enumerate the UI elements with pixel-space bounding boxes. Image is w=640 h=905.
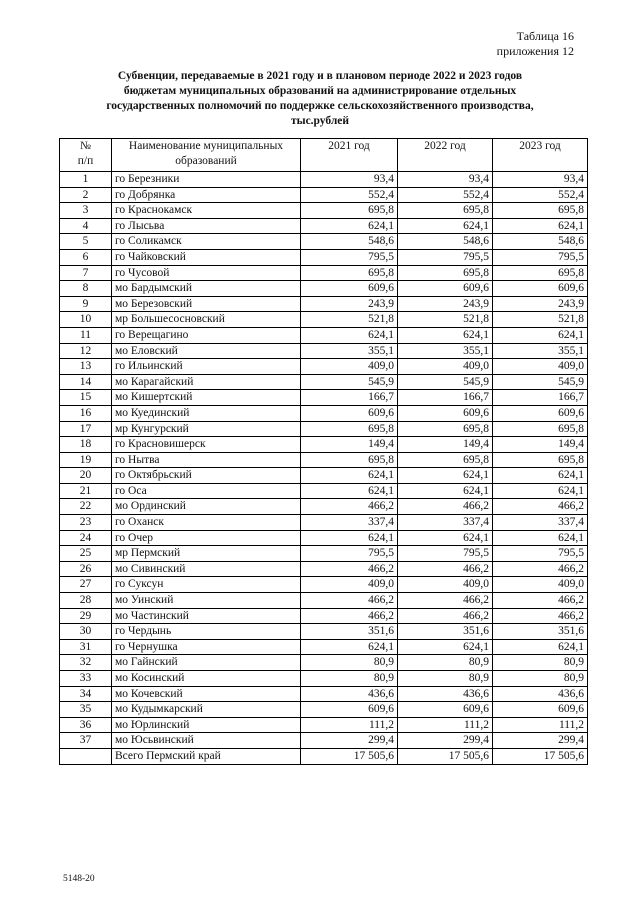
value-2021: 466,2	[301, 608, 398, 624]
row-number: 17	[60, 421, 112, 437]
value-2023: 695,8	[493, 203, 588, 219]
value-2021: 695,8	[301, 265, 398, 281]
value-2021: 337,4	[301, 515, 398, 531]
header-name: Наименование муниципальных образований	[112, 139, 301, 172]
value-2022: 299,4	[398, 733, 493, 749]
municipality-name: мо Бардымский	[112, 281, 301, 297]
appendix-reference: приложения 12	[496, 44, 574, 58]
total-2023: 17 505,6	[493, 748, 588, 764]
value-2021: 80,9	[301, 671, 398, 687]
municipality-name: мр Кунгурский	[112, 421, 301, 437]
table-row	[60, 187, 588, 203]
table-row	[60, 515, 588, 531]
value-2021: 695,8	[301, 452, 398, 468]
municipality-name: мр Пермский	[112, 546, 301, 562]
table-row	[60, 608, 588, 624]
table-row	[60, 390, 588, 406]
table-row	[60, 577, 588, 593]
value-2023: 521,8	[493, 312, 588, 328]
total-2022: 17 505,6	[398, 748, 493, 764]
table-header	[60, 139, 588, 172]
table-row	[60, 374, 588, 390]
value-2022: 80,9	[398, 671, 493, 687]
header-row	[60, 139, 588, 172]
value-2022: 466,2	[398, 499, 493, 515]
value-2021: 166,7	[301, 390, 398, 406]
value-2023: 624,1	[493, 483, 588, 499]
title-line-1: Субвенции, передаваемые в 2021 году и в плановом периоде 2022 и 2023 годов	[117, 70, 523, 82]
municipality-name: го Суксун	[112, 577, 301, 593]
value-2023: 609,6	[493, 702, 588, 718]
title-line-3: государственных полномочий по поддержке сельскохозяйственного производства,	[106, 100, 534, 112]
row-number: 28	[60, 593, 112, 609]
value-2021: 466,2	[301, 561, 398, 577]
value-2022: 149,4	[398, 437, 493, 453]
value-2022: 695,8	[398, 421, 493, 437]
value-2022: 795,5	[398, 249, 493, 265]
value-2023: 166,7	[493, 390, 588, 406]
value-2023: 624,1	[493, 530, 588, 546]
municipality-name: мо Уинский	[112, 593, 301, 609]
value-2023: 795,5	[493, 249, 588, 265]
value-2021: 624,1	[301, 483, 398, 499]
value-2022: 624,1	[398, 530, 493, 546]
row-number: 9	[60, 296, 112, 312]
value-2022: 337,4	[398, 515, 493, 531]
value-2021: 436,6	[301, 686, 398, 702]
municipality-name: го Оханск	[112, 515, 301, 531]
table-row	[60, 421, 588, 437]
value-2022: 624,1	[398, 483, 493, 499]
value-2023: 695,8	[493, 421, 588, 437]
table-row	[60, 702, 588, 718]
municipality-name: го Ильинский	[112, 359, 301, 375]
row-number: 1	[60, 172, 112, 188]
value-2021: 548,6	[301, 234, 398, 250]
value-2023: 93,4	[493, 172, 588, 188]
value-2022: 545,9	[398, 374, 493, 390]
value-2022: 695,8	[398, 452, 493, 468]
municipality-name: мо Кочевский	[112, 686, 301, 702]
municipality-name: мо Косинский	[112, 671, 301, 687]
row-number: 27	[60, 577, 112, 593]
value-2022: 93,4	[398, 172, 493, 188]
value-2021: 695,8	[301, 203, 398, 219]
title-line-4: тыс.рублей	[290, 115, 350, 127]
row-number: 20	[60, 468, 112, 484]
value-2022: 80,9	[398, 655, 493, 671]
value-2023: 552,4	[493, 187, 588, 203]
value-2021: 624,1	[301, 468, 398, 484]
table-row	[60, 468, 588, 484]
row-number: 8	[60, 281, 112, 297]
table-row	[60, 296, 588, 312]
value-2022: 409,0	[398, 577, 493, 593]
row-number: 32	[60, 655, 112, 671]
municipality-name: го Лысьва	[112, 218, 301, 234]
value-2023: 609,6	[493, 405, 588, 421]
total-2021: 17 505,6	[301, 748, 398, 764]
value-2021: 409,0	[301, 577, 398, 593]
table-row	[60, 546, 588, 562]
value-2021: 545,9	[301, 374, 398, 390]
municipality-name: мо Еловский	[112, 343, 301, 359]
value-2022: 695,8	[398, 265, 493, 281]
value-2021: 111,2	[301, 717, 398, 733]
table-row	[60, 327, 588, 343]
row-number: 23	[60, 515, 112, 531]
total-number-cell	[60, 748, 112, 764]
document-title	[75, 69, 565, 129]
row-number: 10	[60, 312, 112, 328]
municipality-name: мр Большесосновский	[112, 312, 301, 328]
row-number: 2	[60, 187, 112, 203]
total-label: Всего Пермский край	[112, 748, 301, 764]
value-2022: 624,1	[398, 327, 493, 343]
table-row	[60, 437, 588, 453]
row-number: 5	[60, 234, 112, 250]
table-row	[60, 686, 588, 702]
row-number: 3	[60, 203, 112, 219]
table-row	[60, 265, 588, 281]
value-2021: 624,1	[301, 639, 398, 655]
value-2021: 624,1	[301, 218, 398, 234]
municipality-name: го Оса	[112, 483, 301, 499]
value-2021: 355,1	[301, 343, 398, 359]
value-2023: 409,0	[493, 359, 588, 375]
table-row	[60, 733, 588, 749]
table-row	[60, 655, 588, 671]
value-2023: 795,5	[493, 546, 588, 562]
municipality-name: мо Куединский	[112, 405, 301, 421]
municipality-name: мо Кудымкарский	[112, 702, 301, 718]
value-2023: 695,8	[493, 452, 588, 468]
value-2022: 695,8	[398, 203, 493, 219]
value-2021: 299,4	[301, 733, 398, 749]
value-2022: 243,9	[398, 296, 493, 312]
value-2023: 111,2	[493, 717, 588, 733]
row-number: 24	[60, 530, 112, 546]
municipality-name: мо Юрлинский	[112, 717, 301, 733]
row-number: 22	[60, 499, 112, 515]
municipality-name: мо Ординский	[112, 499, 301, 515]
header-2022: 2022 год	[398, 139, 493, 172]
value-2023: 243,9	[493, 296, 588, 312]
total-row	[60, 748, 588, 764]
row-number: 36	[60, 717, 112, 733]
value-2022: 624,1	[398, 218, 493, 234]
header-number-label: № п/п	[77, 140, 94, 167]
table-row	[60, 483, 588, 499]
municipality-name: го Чусовой	[112, 265, 301, 281]
municipality-name: мо Сивинский	[112, 561, 301, 577]
value-2021: 624,1	[301, 327, 398, 343]
table-body	[60, 172, 588, 765]
value-2021: 93,4	[301, 172, 398, 188]
table-row	[60, 234, 588, 250]
table-row	[60, 281, 588, 297]
row-number: 19	[60, 452, 112, 468]
row-number: 12	[60, 343, 112, 359]
row-number: 29	[60, 608, 112, 624]
row-number: 16	[60, 405, 112, 421]
table-row	[60, 593, 588, 609]
table-row	[60, 312, 588, 328]
municipality-name: го Верещагино	[112, 327, 301, 343]
value-2023: 624,1	[493, 218, 588, 234]
value-2022: 409,0	[398, 359, 493, 375]
municipality-name: мо Березовский	[112, 296, 301, 312]
value-2022: 466,2	[398, 593, 493, 609]
table-row	[60, 218, 588, 234]
value-2021: 609,6	[301, 405, 398, 421]
value-2023: 299,4	[493, 733, 588, 749]
table-row	[60, 249, 588, 265]
value-2023: 409,0	[493, 577, 588, 593]
value-2022: 609,6	[398, 702, 493, 718]
value-2021: 80,9	[301, 655, 398, 671]
value-2022: 351,6	[398, 624, 493, 640]
value-2021: 243,9	[301, 296, 398, 312]
municipality-name: го Чайковский	[112, 249, 301, 265]
row-number: 18	[60, 437, 112, 453]
municipality-name: го Березники	[112, 172, 301, 188]
municipality-name: го Октябрьский	[112, 468, 301, 484]
value-2023: 624,1	[493, 639, 588, 655]
table-caption	[497, 29, 574, 59]
value-2022: 111,2	[398, 717, 493, 733]
value-2022: 436,6	[398, 686, 493, 702]
value-2021: 466,2	[301, 499, 398, 515]
row-number: 13	[60, 359, 112, 375]
value-2022: 466,2	[398, 561, 493, 577]
value-2021: 695,8	[301, 421, 398, 437]
value-2022: 521,8	[398, 312, 493, 328]
row-number: 21	[60, 483, 112, 499]
municipality-name: го Добрянка	[112, 187, 301, 203]
table-row	[60, 499, 588, 515]
table-row	[60, 561, 588, 577]
value-2023: 466,2	[493, 499, 588, 515]
value-2023: 695,8	[493, 265, 588, 281]
value-2023: 337,4	[493, 515, 588, 531]
value-2021: 521,8	[301, 312, 398, 328]
table-row	[60, 717, 588, 733]
municipality-name: го Очер	[112, 530, 301, 546]
value-2022: 552,4	[398, 187, 493, 203]
subsidies-table	[59, 138, 588, 765]
value-2022: 355,1	[398, 343, 493, 359]
municipality-name: мо Частинский	[112, 608, 301, 624]
value-2022: 166,7	[398, 390, 493, 406]
header-number	[60, 139, 112, 172]
value-2021: 795,5	[301, 546, 398, 562]
value-2023: 466,2	[493, 593, 588, 609]
row-number: 25	[60, 546, 112, 562]
title-line-2: бюджетам муниципальных образований на администрирование отдельных	[123, 85, 517, 97]
table-row	[60, 452, 588, 468]
table-row	[60, 172, 588, 188]
row-number: 6	[60, 249, 112, 265]
value-2023: 548,6	[493, 234, 588, 250]
value-2023: 80,9	[493, 655, 588, 671]
value-2021: 795,5	[301, 249, 398, 265]
value-2022: 609,6	[398, 405, 493, 421]
header-2023: 2023 год	[493, 139, 588, 172]
value-2021: 609,6	[301, 281, 398, 297]
value-2021: 149,4	[301, 437, 398, 453]
value-2022: 548,6	[398, 234, 493, 250]
value-2023: 545,9	[493, 374, 588, 390]
table-row	[60, 203, 588, 219]
municipality-name: мо Гайнский	[112, 655, 301, 671]
table-row	[60, 624, 588, 640]
row-number: 7	[60, 265, 112, 281]
row-number: 26	[60, 561, 112, 577]
municipality-name: го Соликамск	[112, 234, 301, 250]
value-2022: 466,2	[398, 608, 493, 624]
table-row	[60, 343, 588, 359]
value-2021: 552,4	[301, 187, 398, 203]
value-2023: 149,4	[493, 437, 588, 453]
municipality-name: го Нытва	[112, 452, 301, 468]
value-2021: 624,1	[301, 530, 398, 546]
table-row	[60, 530, 588, 546]
value-2023: 80,9	[493, 671, 588, 687]
value-2021: 409,0	[301, 359, 398, 375]
value-2021: 466,2	[301, 593, 398, 609]
value-2022: 624,1	[398, 639, 493, 655]
municipality-name: го Красновишерск	[112, 437, 301, 453]
value-2021: 351,6	[301, 624, 398, 640]
value-2022: 624,1	[398, 468, 493, 484]
value-2022: 609,6	[398, 281, 493, 297]
row-number: 34	[60, 686, 112, 702]
table-row	[60, 639, 588, 655]
municipality-name: мо Юсьвинский	[112, 733, 301, 749]
row-number: 31	[60, 639, 112, 655]
header-2021: 2021 год	[301, 139, 398, 172]
table-number: Таблица 16	[516, 29, 574, 43]
municipality-name: го Чернушка	[112, 639, 301, 655]
value-2023: 355,1	[493, 343, 588, 359]
value-2023: 624,1	[493, 468, 588, 484]
row-number: 14	[60, 374, 112, 390]
value-2023: 351,6	[493, 624, 588, 640]
municipality-name: го Чердынь	[112, 624, 301, 640]
value-2021: 609,6	[301, 702, 398, 718]
value-2022: 795,5	[398, 546, 493, 562]
value-2023: 466,2	[493, 608, 588, 624]
row-number: 11	[60, 327, 112, 343]
row-number: 4	[60, 218, 112, 234]
row-number: 37	[60, 733, 112, 749]
row-number: 35	[60, 702, 112, 718]
municipality-name: мо Карагайский	[112, 374, 301, 390]
row-number: 33	[60, 671, 112, 687]
row-number: 15	[60, 390, 112, 406]
document-code: 5148-20	[63, 874, 95, 884]
table-row	[60, 405, 588, 421]
value-2023: 466,2	[493, 561, 588, 577]
value-2023: 436,6	[493, 686, 588, 702]
value-2023: 609,6	[493, 281, 588, 297]
row-number: 30	[60, 624, 112, 640]
value-2023: 624,1	[493, 327, 588, 343]
municipality-name: го Краснокамск	[112, 203, 301, 219]
table-row	[60, 671, 588, 687]
table-row	[60, 359, 588, 375]
municipality-name: мо Кишертский	[112, 390, 301, 406]
